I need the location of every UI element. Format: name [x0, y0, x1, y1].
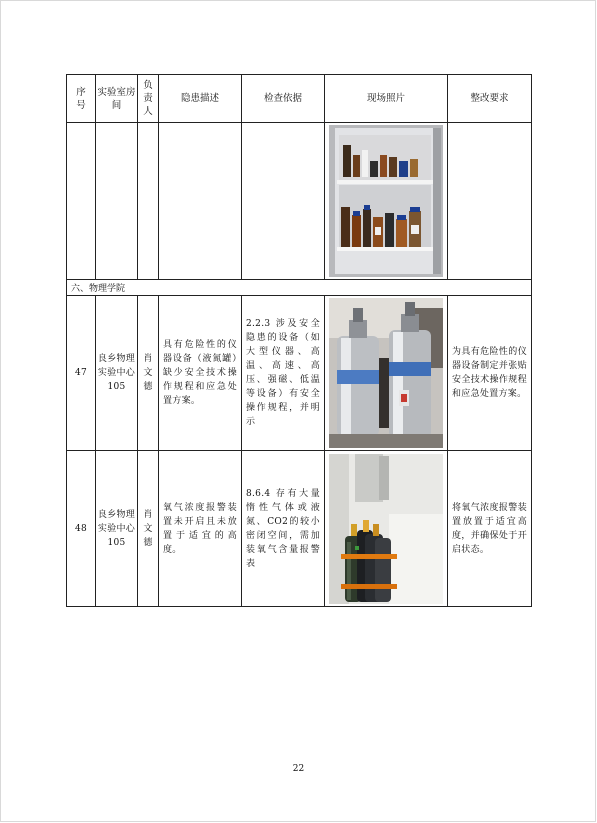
- row-index: 48: [67, 451, 96, 607]
- header-fix: 整改要求: [448, 75, 532, 123]
- row-basis: 8.6.4 存有大量惰性气体或液氮、CO2的较小密闭空间，需加装氧气含量报警表: [242, 451, 325, 607]
- row-hazard: [159, 123, 242, 280]
- row-room: 良乡物理实验中心105: [96, 296, 138, 451]
- row-person: 肖文德: [138, 451, 159, 607]
- row-basis: 2.2.3 涉及安全隐患的设备（如大型仪器、高温、高速、高压、强磁、低温等设备）有安全操作规程，并明示: [242, 296, 325, 451]
- page-number: 22: [292, 764, 305, 774]
- gas-cylinders-photo: [329, 454, 443, 604]
- section-row: [67, 280, 532, 296]
- table-row: [67, 451, 532, 607]
- row-room: [96, 123, 138, 280]
- row-hazard: 具有危险性的仪器设备（液氮罐）缺少安全技术操作规程和应急处置方案。: [159, 296, 242, 451]
- header-room: 实验室房间: [96, 75, 138, 123]
- header-index: 序号: [67, 75, 96, 123]
- row-basis: [242, 123, 325, 280]
- row-person: 肖文德: [138, 296, 159, 451]
- row-hazard: 氧气浓度报警装置未开启且未放置于适宜的高度。: [159, 451, 242, 607]
- row-fix: 将氧气浓度报警装置放置于适宜高度，并确保处于开启状态。: [448, 451, 532, 607]
- header-basis: 检查依据: [242, 75, 325, 123]
- section-title: 六、物理学院: [67, 280, 532, 296]
- header-photo: 现场照片: [325, 75, 448, 123]
- row-person: [138, 123, 159, 280]
- row-photo-cell: [325, 123, 448, 280]
- liquid-nitrogen-tanks-photo: [329, 298, 443, 448]
- hazard-table: [66, 74, 532, 607]
- row-photo-cell: [325, 296, 448, 451]
- chemical-cabinet-photo: [329, 125, 443, 277]
- header-hazard: 隐患描述: [159, 75, 242, 123]
- row-room: 良乡物理实验中心105: [96, 451, 138, 607]
- table-row: [67, 296, 532, 451]
- row-index: [67, 123, 96, 280]
- row-index: 47: [67, 296, 96, 451]
- table-row: [67, 123, 532, 280]
- table-header-row: [67, 75, 532, 123]
- row-fix: [448, 123, 532, 280]
- header-person: 负责人: [138, 75, 159, 123]
- row-photo-cell: [325, 451, 448, 607]
- row-fix: 为具有危险性的仪器设备制定并张贴安全技术操作规程和应急处置方案。: [448, 296, 532, 451]
